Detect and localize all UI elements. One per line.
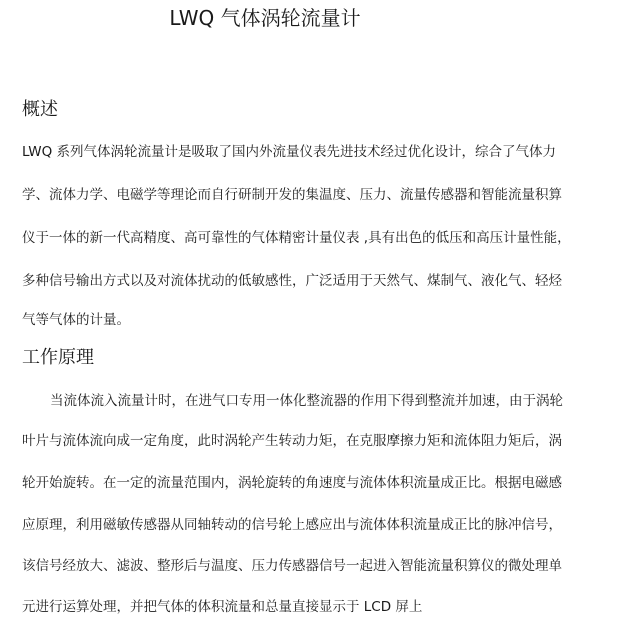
paragraph-line: 元进行运算处理，并把气体的体积流量和总量直接显示于 LCD 屏上 [22, 599, 423, 615]
paragraph-line: 轮开始旋转。在一定的流量范围内，涡轮旋转的角速度与流体体积流量成正比。根据电磁感 [22, 475, 562, 491]
section-heading-working-principle: 工作原理 [22, 347, 94, 368]
paragraph-line: 叶片与流体流向成一定角度，此时涡轮产生转动力矩，在克服摩擦力矩和流体阻力矩后，涡 [22, 433, 562, 449]
paragraph-line: 学、流体力学、电磁学等理论而自行研制开发的集温度、压力、流量传感器和智能流量积算 [22, 187, 562, 203]
section-heading-overview: 概述 [22, 99, 58, 120]
paragraph-line: 应原理，利用磁敏传感器从同轴转动的信号轮上感应出与流体体积流量成正比的脉冲信号， [22, 517, 562, 533]
paragraph-line: 多种信号输出方式以及对流体扰动的低敏感性，广泛适用于天然气、煤制气、液化气、轻烃 [22, 273, 562, 289]
paragraph-line: LWQ 系列气体涡轮流量计是吸取了国内外流量仪表先进技术经过优化设计，综合了气体力 [22, 144, 557, 160]
paragraph-line: 该信号经放大、滤波、整形后与温度、压力传感器信号一起进入智能流量积算仪的微处理单 [22, 558, 562, 574]
document-title: LWQ 气体涡轮流量计 [169, 6, 361, 30]
paragraph-line: 当流体流入流量计时，在进气口专用一体化整流器的作用下得到整流并加速，由于涡轮 [50, 393, 563, 409]
paragraph-line: 仪于一体的新一代高精度、高可靠性的气体精密计量仪表 ,具有出色的低压和高压计量性能， [22, 230, 571, 246]
paragraph-line: 气等气体的计量。 [22, 312, 130, 328]
